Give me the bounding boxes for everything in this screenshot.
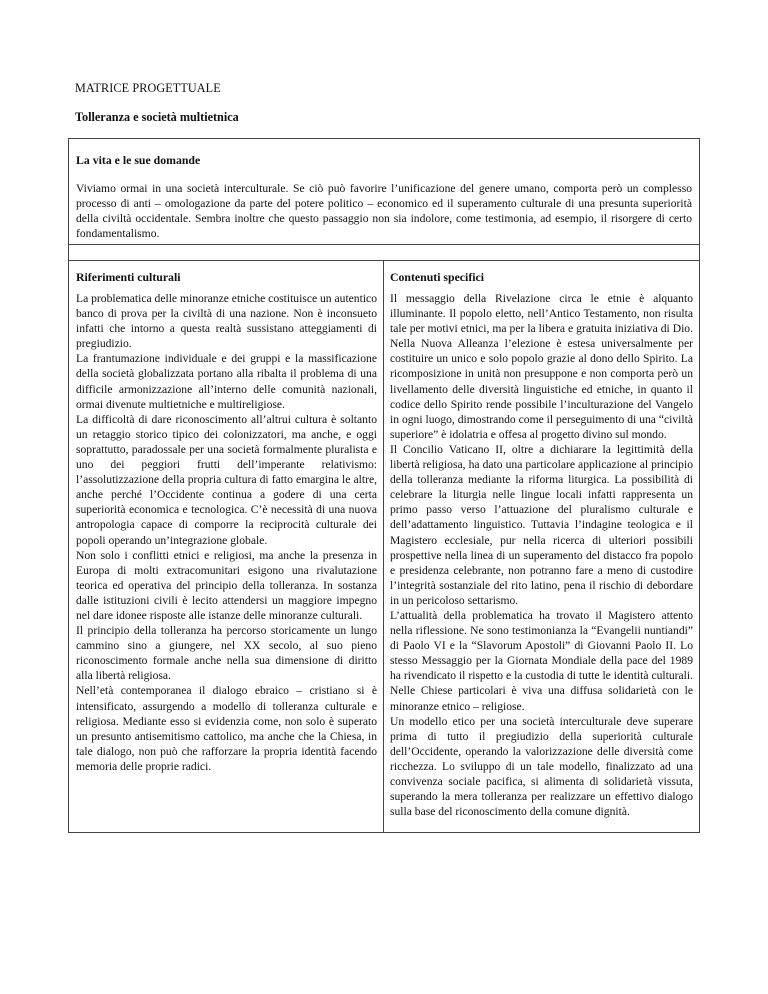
left-paragraph: La problematica delle minoranze etniche costituisce un autentico banco di prova per la civiltà di una nazione. Non è inconsueto infatti che intorno a questa realtà sussistano atteggiamenti di pregiudizio. xyxy=(76,292,377,351)
right-paragraph: L’attualità della problematica ha trovato il Magistero attento nella riflessione. Ne sono testimonianza la “Evangelii nuntiandi” di Paolo VI e la “Slavorum Apostoli” di Giovanni Paolo II. Lo stesso Messaggio per la Giornata Mondiale della pace del 1989 ha rivendicato il rispetto e la custodia di tutte le identità culturali. Nelle Chiese particolari è viva una diffusa solidarietà con le minoranze etnico – religiose. xyxy=(390,608,693,713)
right-paragraph: Un modello etico per una società interculturale deve superare prima di tutto il pregiudizio della superiorità culturale dell’Occidente, operando la valorizzazione delle diversità come ricchezza. Lo sviluppo di un tale modello, finalizzato ad una convivenza sociale pacifica, si alimenta di solidarietà vissuta, superando la mera tolleranza per realizzare un effettivo dialogo sulla base del riconoscimento della comune dignità. xyxy=(390,714,693,819)
two-column-table xyxy=(68,261,700,833)
left-paragraph: Il principio della tolleranza ha percorso storicamente un lungo cammino sino a giungere, nel XX secolo, al suo pieno riconoscimento formale anche nella sua dimensione di diritto alla libertà religiosa. xyxy=(76,624,377,683)
section-life-text: Viviamo ormai in una società interculturale. Se ciò può favorire l’unificazione del genere umano, comporta però un complesso processo di anti – omologazione da parte del potere politico – economico ed il superamento culturale di una presunta superiorità della civiltà occidentale. Sembra inoltre che questo passaggio non sia indolore, come testimonia, ad esempio, il risorgere di certo fondamentalismo. xyxy=(76,182,692,241)
right-paragraph: Il messaggio della Rivelazione circa le etnie è alquanto illuminante. Il popolo eletto, nell’Antico Testamento, non risulta tale per motivi etnici, ma per la libera e gratuita iniziativa di Dio. Nella Nuova Alleanza l’elezione è estesa universalmente per costituire un unico e solo popolo grazie al dono dello Spirito. La ricomposizione in unità non presuppone e non comporta però un livellamento delle diversità linguistiche ed etniche, in quanto il codice dello Spirito rende possibile l’inculturazione del Vangelo in ogni luogo, dimostrando come il perseguimento di una “civiltà superiore” è idolatria e offesa al progetto divino sul mondo. xyxy=(390,292,693,441)
left-paragraph: La frantumazione individuale e dei gruppi e la massificazione della società globalizzata portano alla ribalta il problema di una difficile armonizzazione all’interno delle comunità nazionali, ormai divenute multietniche e multireligiose. xyxy=(76,352,377,411)
column-left-body xyxy=(76,291,377,774)
table-spacer-row xyxy=(68,245,700,261)
section-life-box xyxy=(68,138,700,245)
column-specific-contents xyxy=(383,261,699,832)
column-cultural-references xyxy=(69,261,384,832)
document-subtitle: Tolleranza e società multietnica xyxy=(75,110,239,124)
column-left-heading: Riferimenti culturali xyxy=(76,270,181,284)
column-right-heading: Contenuti specifici xyxy=(390,270,485,284)
left-paragraph: Non solo i conflitti etnici e religiosi, ma anche la presenza in Europa di molti extracomunitari esigono una rivalutazione teorica ed operativa del principio della tolleranza. In sostanza dalle istituzioni civili è lecito attendersi un maggiore impegno nel dare idonee risposte alle istanze delle minoranze culturali. xyxy=(76,548,377,622)
right-paragraph: Il Concilio Vaticano II, oltre a dichiarare la legittimità della libertà religiosa, ha dato una particolare applicazione al principio della tolleranza mediante la riforma liturgica. La possibilità di celebrare la liturgia nelle lingue locali infatti rappresenta un primo passo verso l’attuazione del pluralismo culturale e dell’adattamento linguistico. Tuttavia l’indagine teologica e il Magistero ecclesiale, pur nella ricerca di ulteriori possibili prospettive nella linea di un superamento del distacco fra popolo e presidenza celebrante, non potranno fare a meno di custodire l’integrità sostanziale del rito latino, pena il rischio di debordare in un pericoloso settarismo. xyxy=(390,442,693,607)
left-paragraph: Nell’età contemporanea il dialogo ebraico – cristiano si è intensificato, assurgendo a modello di tolleranza culturale e religiosa. Mediante esso si evidenzia come, non solo è superato un presunto antisemitismo cattolico, ma anche che la Chiesa, in tale dialogo, non può che rafforzare la propria identità facendo memoria delle proprie radici. xyxy=(76,684,377,773)
section-life-heading: La vita e le sue domande xyxy=(76,153,201,167)
column-right-body xyxy=(390,291,693,819)
left-paragraph: La difficoltà di dare riconoscimento all’altrui cultura è soltanto un retaggio storico tipico dei colonizzatori, ma anche, e oggi soprattutto, paradossale per una società formalmente pluralista e uno dei peggiori frutti dell’imperante relativismo: l’assolutizzazione della propria cultura di fatto emargina le altre, anche perché l’Occidente continua a godere di una certa superiorità economica e tecnologica. C’è necessità di una nuova antropologia capace di comporre la reciprocità culturale dei popoli operando un’integrazione globale. xyxy=(76,412,377,547)
document-title: MATRICE PROGETTUALE xyxy=(75,81,221,95)
